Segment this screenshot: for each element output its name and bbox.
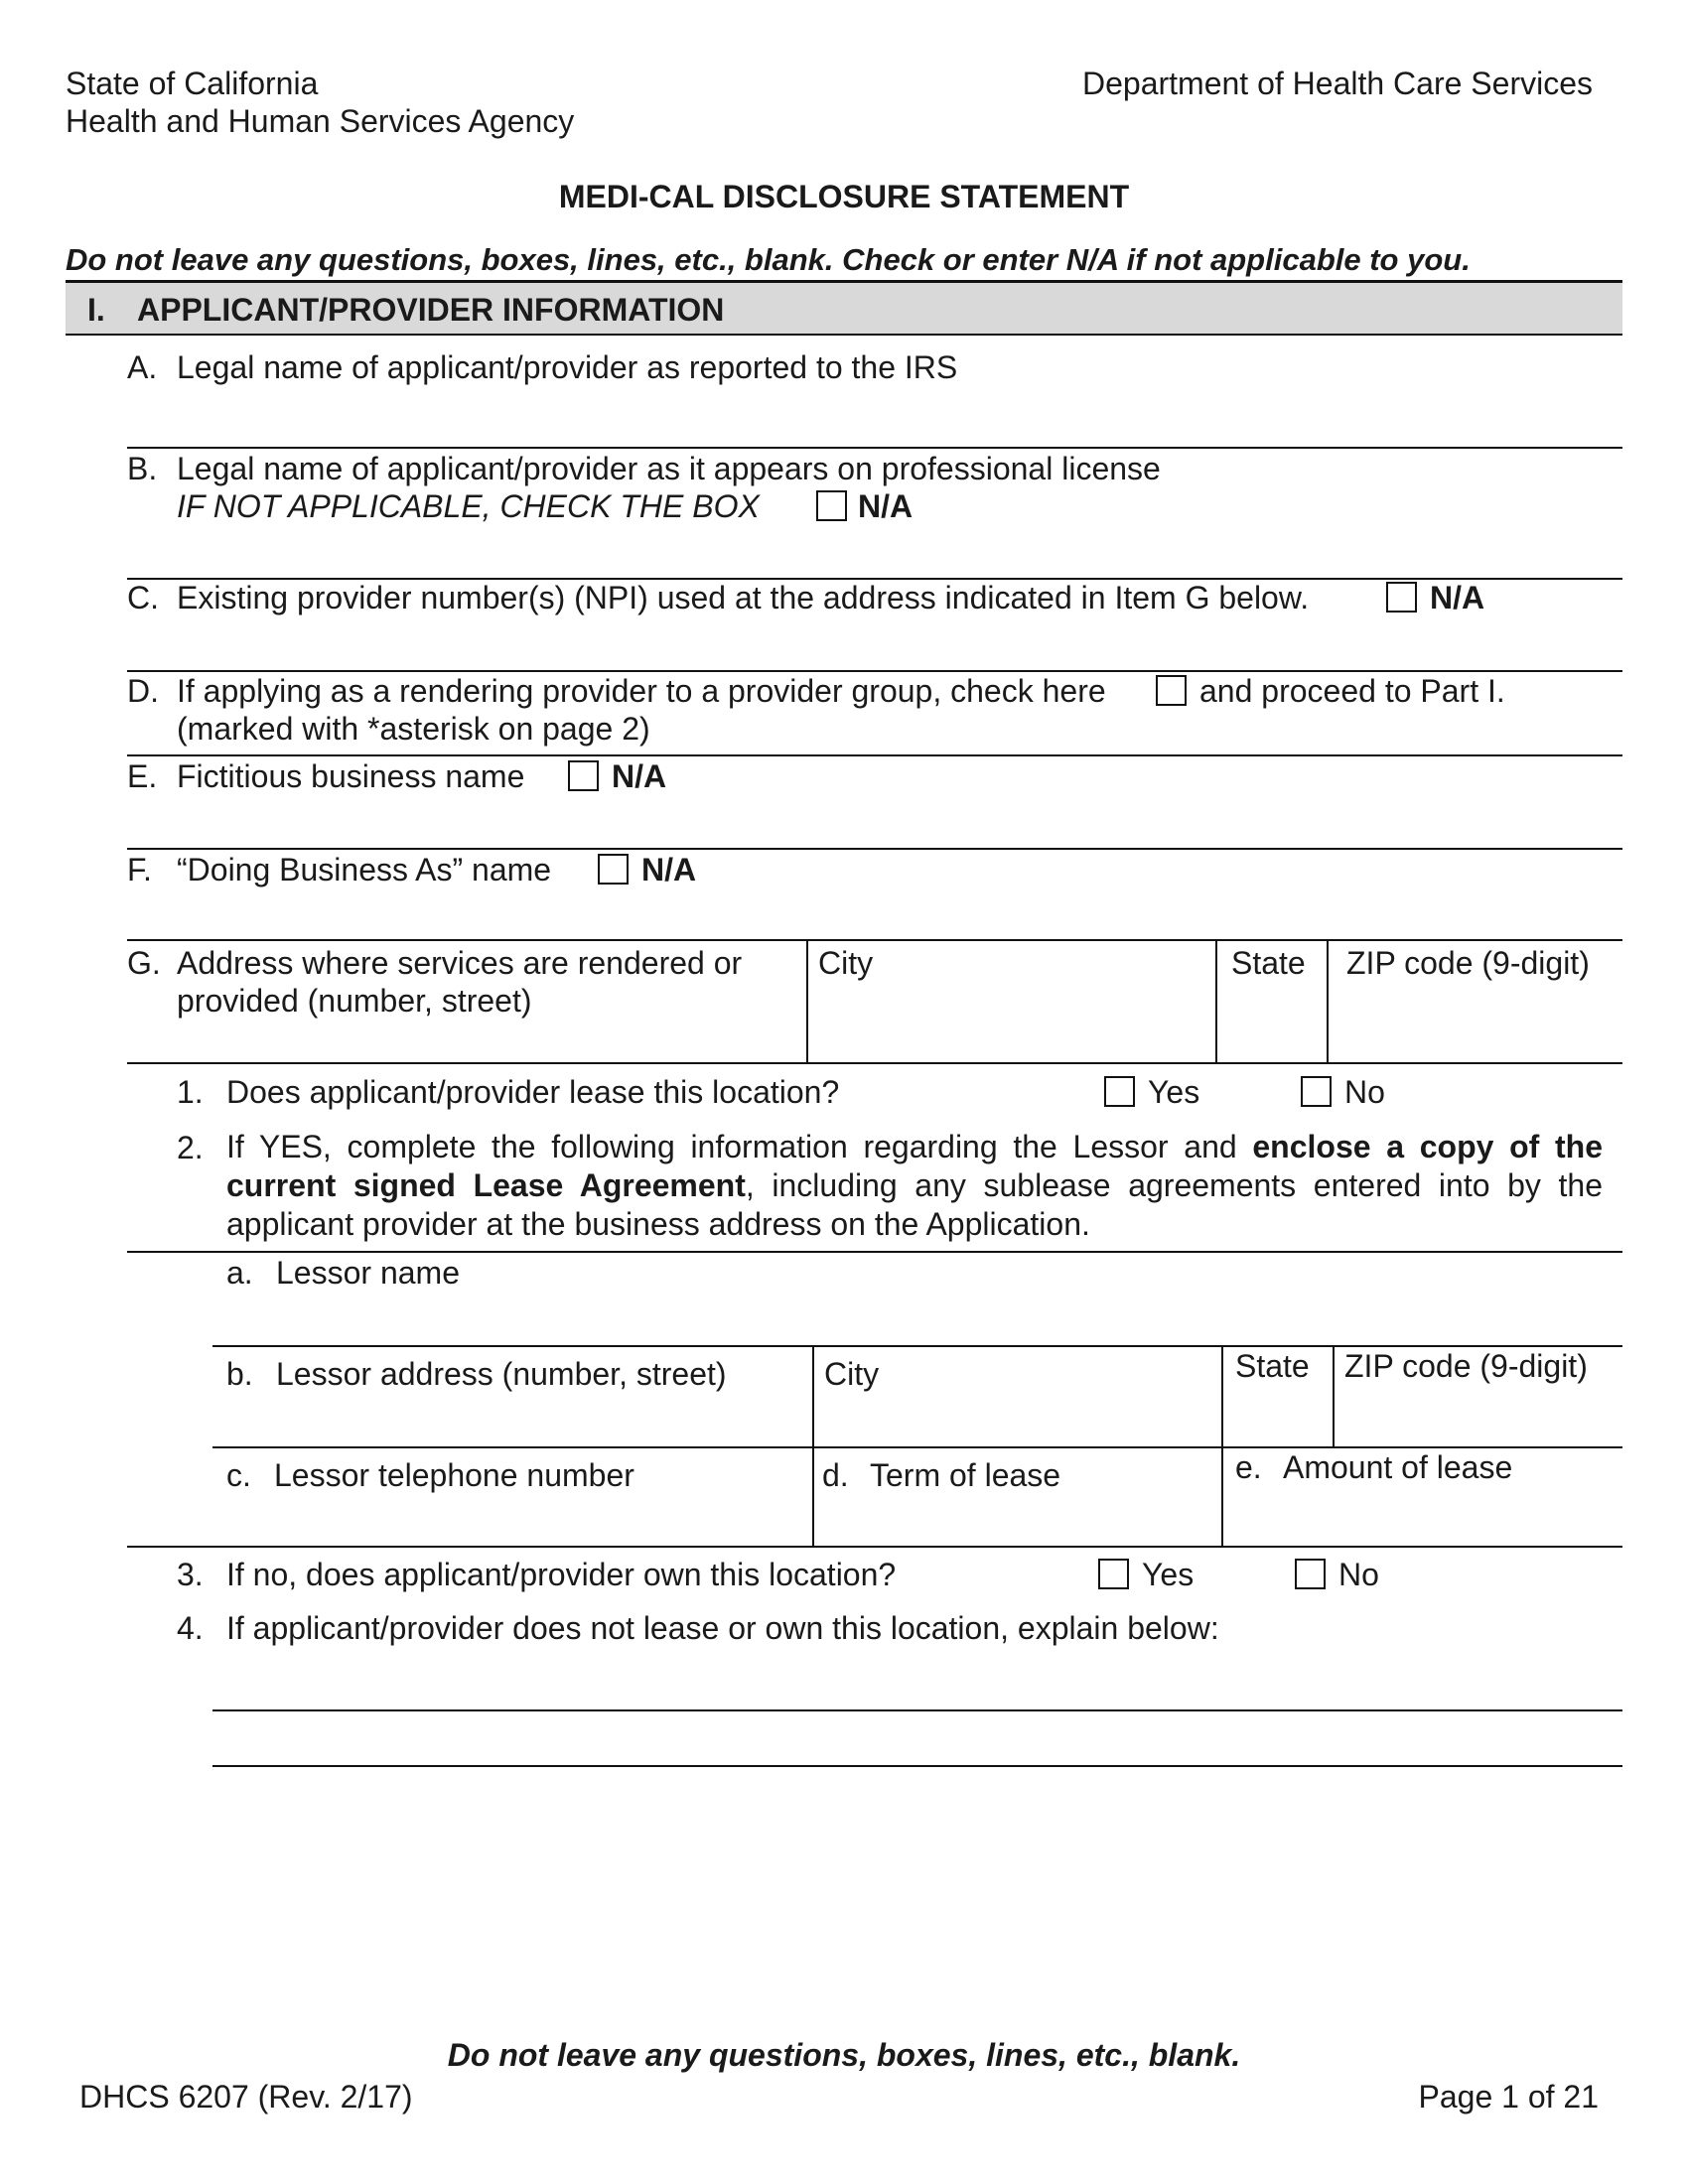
- lessor-phone-field[interactable]: [226, 1497, 806, 1543]
- section-number: I.: [87, 292, 105, 328]
- q2-text-pre: If YES, complete the following information regarding the Lessor and: [226, 1129, 1237, 1164]
- divider: [1221, 1345, 1223, 1546]
- q1-number: 1.: [177, 1074, 204, 1110]
- header-department: Department of Health Care Services: [1082, 66, 1593, 101]
- lessor-e-label: Amount of lease: [1283, 1449, 1513, 1485]
- divider: [1215, 939, 1217, 1062]
- item-g-city-label: City: [818, 945, 874, 981]
- item-f-na-label: N/A: [641, 852, 697, 887]
- item-e-na-label: N/A: [612, 758, 667, 794]
- q3-no-label: No: [1338, 1557, 1379, 1592]
- divider: [127, 1251, 1622, 1253]
- lessor-state-field[interactable]: [1227, 1394, 1327, 1443]
- divider: [1327, 939, 1329, 1062]
- q4-text: If applicant/provider does not lease or own this location, explain below:: [226, 1610, 1219, 1646]
- item-g-label-line1: Address where services are rendered or: [177, 945, 743, 981]
- divider: [1333, 1345, 1335, 1446]
- divider: [806, 939, 808, 1062]
- lease-amount-field[interactable]: [1227, 1491, 1622, 1543]
- divider: [127, 1062, 1622, 1064]
- item-f-letter: F.: [127, 852, 152, 887]
- header-agency: Health and Human Services Agency: [66, 103, 575, 139]
- q4-number: 4.: [177, 1610, 204, 1646]
- header-state: State of California: [66, 66, 319, 101]
- lessor-address-field[interactable]: [226, 1398, 806, 1443]
- lessor-zip-field[interactable]: [1338, 1394, 1622, 1443]
- item-f-label: “Doing Business As” name: [177, 852, 552, 887]
- divider: [127, 848, 1622, 850]
- q1-yes-label: Yes: [1148, 1074, 1200, 1110]
- lease-no-checkbox[interactable]: [1301, 1076, 1332, 1107]
- lessor-b-state-label: State: [1235, 1348, 1310, 1384]
- fictitious-name-na-checkbox[interactable]: [568, 760, 599, 791]
- lessor-e-letter: e.: [1235, 1449, 1262, 1485]
- item-a-letter: A.: [127, 349, 158, 385]
- section-title: APPLICANT/PROVIDER INFORMATION: [137, 292, 725, 328]
- lessor-city-field[interactable]: [818, 1398, 1215, 1443]
- lessor-b-letter: b.: [226, 1356, 253, 1392]
- service-address-field[interactable]: [177, 1023, 802, 1060]
- lessor-b-city-label: City: [824, 1356, 880, 1392]
- legal-name-license-field[interactable]: [127, 526, 1622, 578]
- form-title: MEDI-CAL DISCLOSURE STATEMENT: [558, 179, 1130, 214]
- own-no-checkbox[interactable]: [1295, 1559, 1326, 1589]
- divider: [127, 1546, 1622, 1548]
- service-zip-field[interactable]: [1333, 1023, 1620, 1060]
- footer-page-number: Page 1 of 21: [1418, 2079, 1599, 2115]
- item-c-label: Existing provider number(s) (NPI) used at the address indicated in Item G below.: [177, 580, 1310, 615]
- q2-text-post: , including any sublease agreements entered into by the applicant provider at the business address on the Application.: [226, 1167, 1604, 1242]
- item-d-letter: D.: [127, 673, 159, 709]
- item-b-letter: B.: [127, 451, 158, 486]
- lessor-d-letter: d.: [822, 1457, 849, 1493]
- divider: [212, 1765, 1622, 1767]
- lease-yes-checkbox[interactable]: [1104, 1076, 1135, 1107]
- lease-term-field[interactable]: [818, 1497, 1215, 1543]
- lessor-d-label: Term of lease: [870, 1457, 1061, 1493]
- provider-number-field[interactable]: [127, 617, 1622, 669]
- q3-number: 3.: [177, 1557, 204, 1592]
- explanation-line-1[interactable]: [212, 1658, 1622, 1709]
- form-instruction: Do not leave any questions, boxes, lines, etc., blank. Check or enter N/A if not applicable to you.: [66, 242, 1471, 277]
- divider: [127, 939, 1622, 941]
- legal-name-irs-field[interactable]: [127, 389, 1622, 447]
- dba-name-field[interactable]: [127, 889, 1622, 939]
- provider-number-na-checkbox[interactable]: [1386, 582, 1417, 613]
- q1-no-label: No: [1344, 1074, 1385, 1110]
- service-city-field[interactable]: [812, 1023, 1209, 1060]
- dba-name-na-checkbox[interactable]: [598, 854, 629, 885]
- item-g-label-line2: provided (number, street): [177, 983, 532, 1019]
- item-b-sub: IF NOT APPLICABLE, CHECK THE BOX: [177, 488, 760, 524]
- fictitious-name-field[interactable]: [127, 796, 1622, 848]
- lessor-name-field[interactable]: [212, 1293, 1622, 1344]
- item-e-label: Fictitious business name: [177, 758, 525, 794]
- item-g-zip-label: ZIP code (9-digit): [1346, 945, 1590, 981]
- q3-text: If no, does applicant/provider own this location?: [226, 1557, 897, 1592]
- item-a-label: Legal name of applicant/provider as reported to the IRS: [177, 349, 958, 385]
- item-b-na-label: N/A: [858, 488, 914, 524]
- divider: [212, 1345, 1622, 1347]
- lessor-b-zip-label: ZIP code (9-digit): [1344, 1348, 1588, 1384]
- q1-text: Does applicant/provider lease this location?: [226, 1074, 840, 1110]
- q2-text: [226, 1128, 1603, 1244]
- lessor-a-letter: a.: [226, 1255, 253, 1291]
- q2-number: 2.: [177, 1130, 204, 1165]
- divider: [212, 1446, 1622, 1448]
- lessor-a-label: Lessor name: [276, 1255, 460, 1291]
- divider: [127, 447, 1622, 449]
- item-e-letter: E.: [127, 758, 158, 794]
- item-d-label-post: and proceed to Part I.: [1199, 673, 1505, 709]
- rendering-provider-checkbox[interactable]: [1156, 675, 1187, 706]
- lessor-c-label: Lessor telephone number: [274, 1457, 634, 1493]
- item-c-letter: C.: [127, 580, 159, 615]
- license-name-na-checkbox[interactable]: [816, 490, 847, 521]
- divider: [212, 1709, 1622, 1711]
- item-g-state-label: State: [1231, 945, 1306, 981]
- service-state-field[interactable]: [1221, 1023, 1321, 1060]
- item-d-sub: (marked with *asterisk on page 2): [177, 711, 650, 747]
- item-b-label: Legal name of applicant/provider as it appears on professional license: [177, 451, 1161, 486]
- item-d-label: If applying as a rendering provider to a provider group, check here: [177, 673, 1106, 709]
- section-header: [66, 280, 1622, 336]
- q3-yes-label: Yes: [1142, 1557, 1195, 1592]
- item-g-letter: G.: [127, 945, 161, 981]
- lessor-b-label: Lessor address (number, street): [276, 1356, 727, 1392]
- footer-form-id: DHCS 6207 (Rev. 2/17): [79, 2079, 413, 2115]
- divider: [127, 754, 1622, 756]
- lessor-c-letter: c.: [226, 1457, 251, 1493]
- own-yes-checkbox[interactable]: [1098, 1559, 1129, 1589]
- explanation-line-2[interactable]: [212, 1715, 1622, 1765]
- divider: [812, 1345, 814, 1546]
- footer-notice: Do not leave any questions, boxes, lines, etc., blank.: [447, 2037, 1241, 2073]
- item-c-na-label: N/A: [1430, 580, 1485, 615]
- divider: [127, 670, 1622, 672]
- q2-text-bold: enclose a copy of the current signed Lease Agreement: [226, 1129, 1604, 1203]
